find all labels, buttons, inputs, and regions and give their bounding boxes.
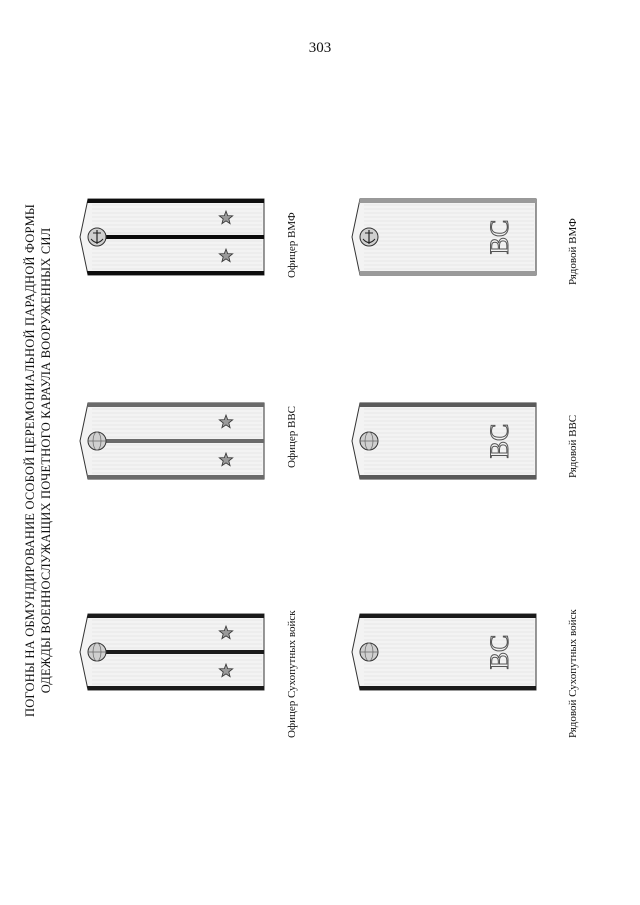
caption-private-ground-wrap <box>565 578 581 738</box>
board-edge-piping <box>359 271 536 275</box>
monogram-text: ВС <box>485 634 514 670</box>
caption-officer-ground: Офицер Сухопутных войск <box>286 610 298 738</box>
board-edge-piping <box>87 686 264 690</box>
shoulder-board-officer-navy <box>78 193 266 281</box>
board-edge-piping <box>87 271 264 275</box>
shoulder-board-svg <box>350 193 538 281</box>
officer-stripe <box>90 650 264 654</box>
globe-button-icon <box>360 643 378 661</box>
shoulder-board-private-ground <box>350 608 538 696</box>
globe-button-icon <box>360 432 378 450</box>
board-edge-piping <box>359 614 536 618</box>
monogram-text: ВС <box>485 219 514 255</box>
caption-private-air-wrap <box>565 398 581 478</box>
caption-officer-air-wrap <box>284 398 300 468</box>
caption-officer-air: Офицер ВВС <box>286 406 298 468</box>
officer-stripe <box>90 439 264 443</box>
monogram-text: ВС <box>485 423 514 459</box>
shoulder-board-svg <box>350 397 538 485</box>
title-line-2: ОДЕЖДЫ ВОЕННОСЛУЖАЩИХ ПОЧЕТНОГО КАРАУЛА ВООРУЖЕННЫХ СИЛ <box>39 227 53 694</box>
board-edge-piping <box>359 403 536 407</box>
board-edge-piping <box>87 403 264 407</box>
board-edge-piping <box>359 475 536 479</box>
board-edge-piping <box>87 199 264 203</box>
board-edge-piping <box>87 475 264 479</box>
page-number: 303 <box>308 40 332 56</box>
monogram-emblem <box>485 424 514 459</box>
caption-officer-navy: Офицер ВМФ <box>286 212 298 278</box>
shoulder-board-svg <box>78 193 266 281</box>
shoulder-board-private-navy <box>350 193 538 281</box>
shoulder-board-svg <box>350 608 538 696</box>
title-line-1: ПОГОНЫ НА ОБМУНДИРОВАНИЕ ОСОБОЙ ЦЕРЕМОНИАЛЬНОЙ ПАРАДНОЙ ФОРМЫ <box>23 203 37 718</box>
monogram-emblem <box>485 220 514 255</box>
anchor-button-icon <box>88 228 106 246</box>
officer-stripe <box>90 235 264 239</box>
shoulder-board-officer-air <box>78 397 266 485</box>
caption-private-ground: Рядовой Сухопутных войск <box>567 609 579 738</box>
globe-button-icon <box>88 643 106 661</box>
caption-officer-navy-wrap <box>284 208 300 278</box>
caption-private-air: Рядовой ВВС <box>567 414 579 478</box>
shoulder-board-private-air <box>350 397 538 485</box>
shoulder-board-officer-ground <box>78 608 266 696</box>
caption-private-navy: Рядовой ВМФ <box>567 218 579 285</box>
anchor-button-icon <box>360 228 378 246</box>
shoulder-board-svg <box>78 608 266 696</box>
page-title <box>22 188 64 733</box>
globe-button-icon <box>88 432 106 450</box>
board-edge-piping <box>359 686 536 690</box>
board-edge-piping <box>87 614 264 618</box>
board-edge-piping <box>359 199 536 203</box>
caption-officer-ground-wrap <box>284 578 300 738</box>
shoulder-board-svg <box>78 397 266 485</box>
caption-private-navy-wrap <box>565 205 581 285</box>
page-title-block <box>22 188 64 733</box>
monogram-emblem <box>485 635 514 670</box>
